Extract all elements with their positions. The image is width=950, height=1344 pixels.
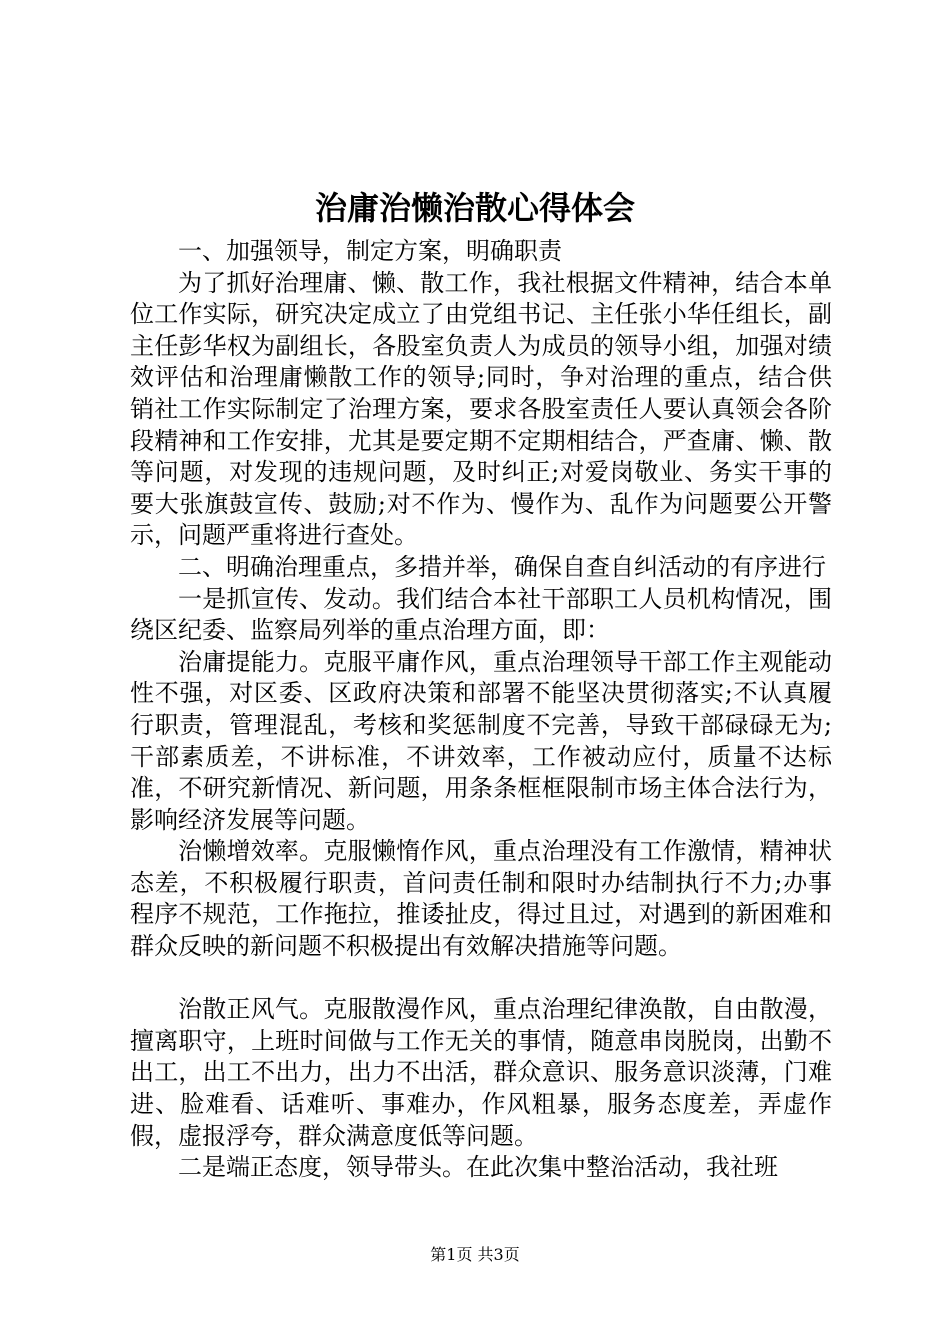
body-paragraph: 为了抓好治理庸、懒、散工作，我社根据文件精神，结合本单位工作实际，研究决定成立了由党组书记、主任张小华任组长，副主任彭华权为副组长，各股室负责人为成员的领导小组，加强对绩效评估和治理庸懒散工作的领导;同时，争对治理的重点，结合供销社工作实际制定了治理方案，要求各股室责任人要认真领会各阶段精神和工作安排，尤其是要定期不定期相结合，严查庸、懒、散等问题，对发现的违规问题，及时纠正;对爱岗敬业、务实干事的要大张旗鼓宣传、鼓励;对不作为、慢作为、乱作为问题要公开警示，问题严重将进行查处。 [130,268,832,550]
section-heading-1: 一、加强领导，制定方案，明确职责 [178,237,562,265]
body-paragraph: 一是抓宣传、发动。我们结合本社干部职工人员机构情况，围绕区纪委、监察局列举的重点治理方面，即： [130,584,832,645]
body-paragraph: 治懒增效率。克服懒惰作风，重点治理没有工作激情，精神状态差，不积极履行职责，首问责任制和限时办结制执行不力;办事程序不规范，工作拖拉，推诿扯皮，得过且过，对遇到的新困难和群众反映的新问题不积极提出有效解决措施等问题。 [130,837,832,961]
page-number-footer: 第1页 共3页 [430,1245,520,1264]
body-paragraph: 治庸提能力。克服平庸作风，重点治理领导干部工作主观能动性不强，对区委、区政府决策和部署不能坚决贯彻落实;不认真履行职责，管理混乱，考核和奖惩制度不完善，导致干部碌碌无为;干部素质差，不讲标准，不讲效率，工作被动应付，质量不达标准，不研究新情况、新问题，用条条框框限制市场主体合法行为，影响经济发展等问题。 [130,647,832,834]
document-body [130,236,832,1184]
body-paragraph: 二是端正态度，领导带头。在此次集中整治活动，我社班 [178,1153,778,1182]
body-paragraph: 治散正风气。克服散漫作风，重点治理纪律涣散，自由散漫，擅离职守，上班时间做与工作无关的事情，随意串岗脱岗，出勤不出工，出工不出力，出力不出活，群众意识、服务意识淡薄，门难进、脸难看、话难听、事难办，作风粗暴，服务态度差，弄虚作假，虚报浮夸，群众满意度低等问题。 [130,995,832,1150]
document-title: 治庸治懒治散心得体会 [314,189,635,227]
section-heading-2: 二、明确治理重点，多措并举，确保自查自纠活动的有序进行 [178,552,826,581]
